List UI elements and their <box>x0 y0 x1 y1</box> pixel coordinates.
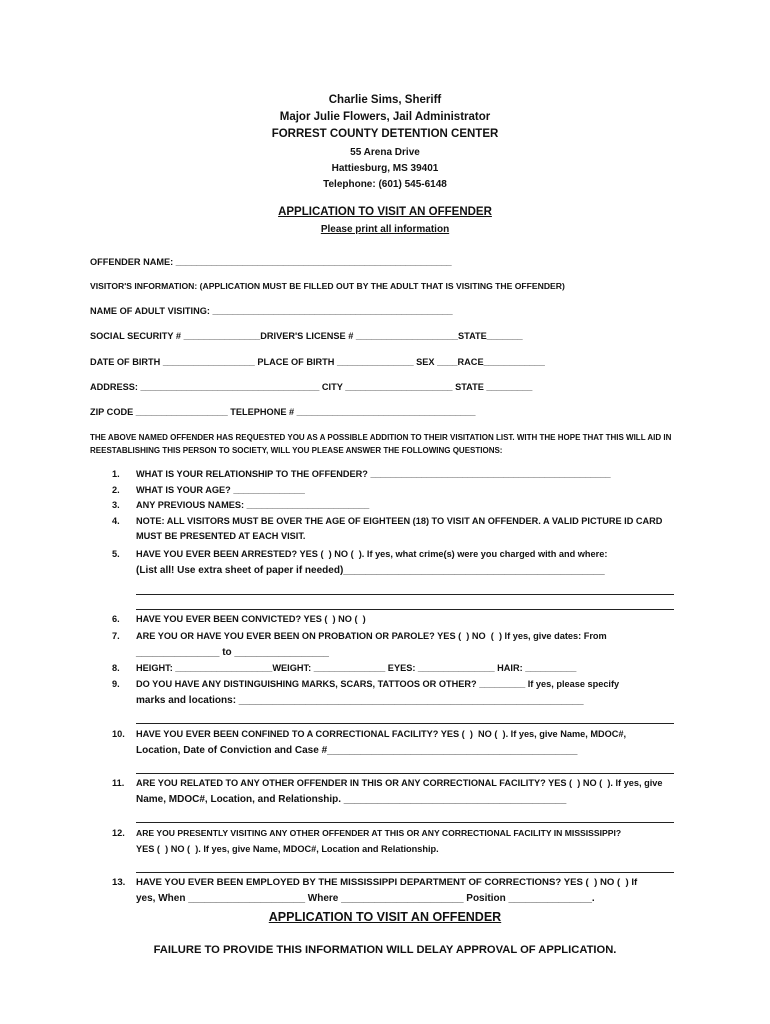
question-4-continued: MUST BE PRESENTED AT EACH VISIT. <box>136 531 306 541</box>
visitor-info-heading: VISITOR'S INFORMATION: (APPLICATION MUST BE FILLED OUT BY THE ADULT THAT IS VISITING THE OFFENDER) <box>90 281 565 291</box>
question-number: 1. <box>112 469 120 479</box>
question-number: 8. <box>112 663 120 673</box>
dob-field[interactable]: DATE OF BIRTH __________________ PLACE OF BIRTH _______________ SEX ____RACE____________ <box>90 357 545 367</box>
answer-line[interactable] <box>136 872 674 873</box>
question-7-continued[interactable]: _______________ to _________________ <box>136 647 329 658</box>
question-11-continued[interactable]: Name, MDOC#, Location, and Relationship. ________________________________________ <box>136 794 567 805</box>
question-10[interactable] <box>112 729 626 739</box>
question-9-continued[interactable]: marks and locations: ______________________________________________________________ <box>136 695 584 706</box>
question-8[interactable] <box>112 663 576 673</box>
question-3[interactable] <box>112 500 369 510</box>
form-title: APPLICATION TO VISIT AN OFFENDER <box>278 206 492 218</box>
answer-line[interactable] <box>136 609 674 610</box>
ssn-license-field[interactable]: SOCIAL SECURITY # _______________DRIVER'S LICENSE # ____________________STATE_______ <box>90 331 523 341</box>
answer-line[interactable] <box>136 594 674 595</box>
question-6[interactable] <box>112 614 366 624</box>
question-number: 5. <box>112 549 120 559</box>
question-text: NOTE: ALL VISITORS MUST BE OVER THE AGE OF EIGHTEEN (18) TO VISIT AN OFFENDER. A VALID PICTURE ID CARD <box>136 516 663 526</box>
question-10-continued[interactable]: Location, Date of Conviction and Case #_____________________________________________ <box>136 745 578 756</box>
form-subtitle: Please print all information <box>320 224 450 235</box>
question-text: HAVE YOU EVER BEEN ARRESTED? YES ( ) NO ( ). If yes, what crime(s) were you charged with and where: <box>136 549 608 559</box>
question-number: 9. <box>112 679 120 689</box>
question-number: 12. <box>112 828 125 838</box>
question-number: 7. <box>112 631 120 641</box>
question-13-continued[interactable]: yes, When _____________________ Where ______________________ Position _______________. <box>136 893 595 904</box>
question-number: 6. <box>112 614 120 624</box>
city-state-zip: Hattiesburg, MS 39401 <box>331 163 439 174</box>
facility-name: FORREST COUNTY DETENTION CENTER <box>271 128 499 140</box>
question-11[interactable] <box>112 778 662 788</box>
question-12[interactable] <box>112 828 621 838</box>
question-text: HEIGHT: ___________________WEIGHT: ______________ EYES: _______________ HAIR: __________ <box>136 663 577 673</box>
question-number: 2. <box>112 485 120 495</box>
footer-title: APPLICATION TO VISIT AN OFFENDER <box>268 910 502 924</box>
intro-note: THE ABOVE NAMED OFFENDER HAS REQUESTED YOU AS A POSSIBLE ADDITION TO THEIR VISITATION LIST. WITH THE HOPE THAT THIS WILL AID IN REESTABLISHING THIS PERSON TO SOCIETY, WILL YOU PLEASE ANSWER THE FOLLOWING QUESTIONS: <box>90 433 672 455</box>
footer-warning: FAILURE TO PROVIDE THIS INFORMATION WILL DELAY APPROVAL OF APPLICATION. <box>153 944 617 956</box>
address-field[interactable]: ADDRESS: ___________________________________ CITY _____________________ STATE _________ <box>90 382 533 392</box>
question-number: 3. <box>112 500 120 510</box>
question-number: 11. <box>112 778 125 788</box>
answer-line[interactable] <box>136 723 674 724</box>
question-number: 10. <box>112 729 125 739</box>
question-text: HAVE YOU EVER BEEN CONVICTED? YES ( ) NO ( ) <box>136 614 366 624</box>
answer-line[interactable] <box>136 822 674 823</box>
question-13[interactable] <box>112 877 637 888</box>
question-5-continued[interactable]: (List all! Use extra sheet of paper if needed)_______________________________________________ <box>136 565 605 576</box>
question-text: WHAT IS YOUR RELATIONSHIP TO THE OFFENDER? _______________________________________________ <box>136 469 611 479</box>
question-1[interactable] <box>112 469 611 479</box>
question-text: HAVE YOU EVER BEEN CONFINED TO A CORRECTIONAL FACILITY? YES ( ) NO ( ). If yes, give Name, MDOC#, <box>136 729 627 739</box>
question-5[interactable] <box>112 549 607 559</box>
question-2[interactable] <box>112 485 305 495</box>
sheriff-name: Charlie Sims, Sheriff <box>328 94 442 106</box>
question-text: DO YOU HAVE ANY DISTINGUISHING MARKS, SCARS, TATTOOS OR OTHER? _________ If yes, please specify <box>136 679 620 689</box>
question-text: HAVE YOU EVER BEEN EMPLOYED BY THE MISSISSIPPI DEPARTMENT OF CORRECTIONS? YES ( ) NO ( ) If <box>136 877 638 888</box>
question-9[interactable] <box>112 679 619 689</box>
question-text: ARE YOU OR HAVE YOU EVER BEEN ON PROBATION OR PAROLE? YES ( ) NO ( ) If yes, give dates: From <box>136 631 607 641</box>
question-4 <box>112 516 662 526</box>
jail-administrator: Major Julie Flowers, Jail Administrator <box>279 111 491 123</box>
street-address: 55 Arena Drive <box>350 147 420 158</box>
adult-visiting-field[interactable]: NAME OF ADULT VISITING: _______________________________________________ <box>90 306 453 316</box>
question-text: ANY PREVIOUS NAMES: ________________________ <box>136 500 370 510</box>
question-7[interactable] <box>112 631 607 641</box>
question-text: ARE YOU RELATED TO ANY OTHER OFFENDER IN THIS OR ANY CORRECTIONAL FACILITY? YES ( ) NO ( ). If yes, give <box>136 778 663 788</box>
question-number: 4. <box>112 516 120 526</box>
question-number: 13. <box>112 877 126 888</box>
answer-line[interactable] <box>136 773 674 774</box>
question-text: WHAT IS YOUR AGE? ______________ <box>136 485 305 495</box>
zip-phone-field[interactable]: ZIP CODE __________________ TELEPHONE # ___________________________________ <box>90 407 476 417</box>
question-12-continued[interactable]: YES ( ) NO ( ). If yes, give Name, MDOC#, Location and Relationship. <box>136 844 439 854</box>
telephone: Telephone: (601) 545-6148 <box>323 179 447 190</box>
question-text: ARE YOU PRESENTLY VISITING ANY OTHER OFFENDER AT THIS OR ANY CORRECTIONAL FACILITY IN MISSISSIPPI? <box>136 828 622 838</box>
offender-name-field[interactable]: OFFENDER NAME: ______________________________________________________ <box>90 257 452 267</box>
